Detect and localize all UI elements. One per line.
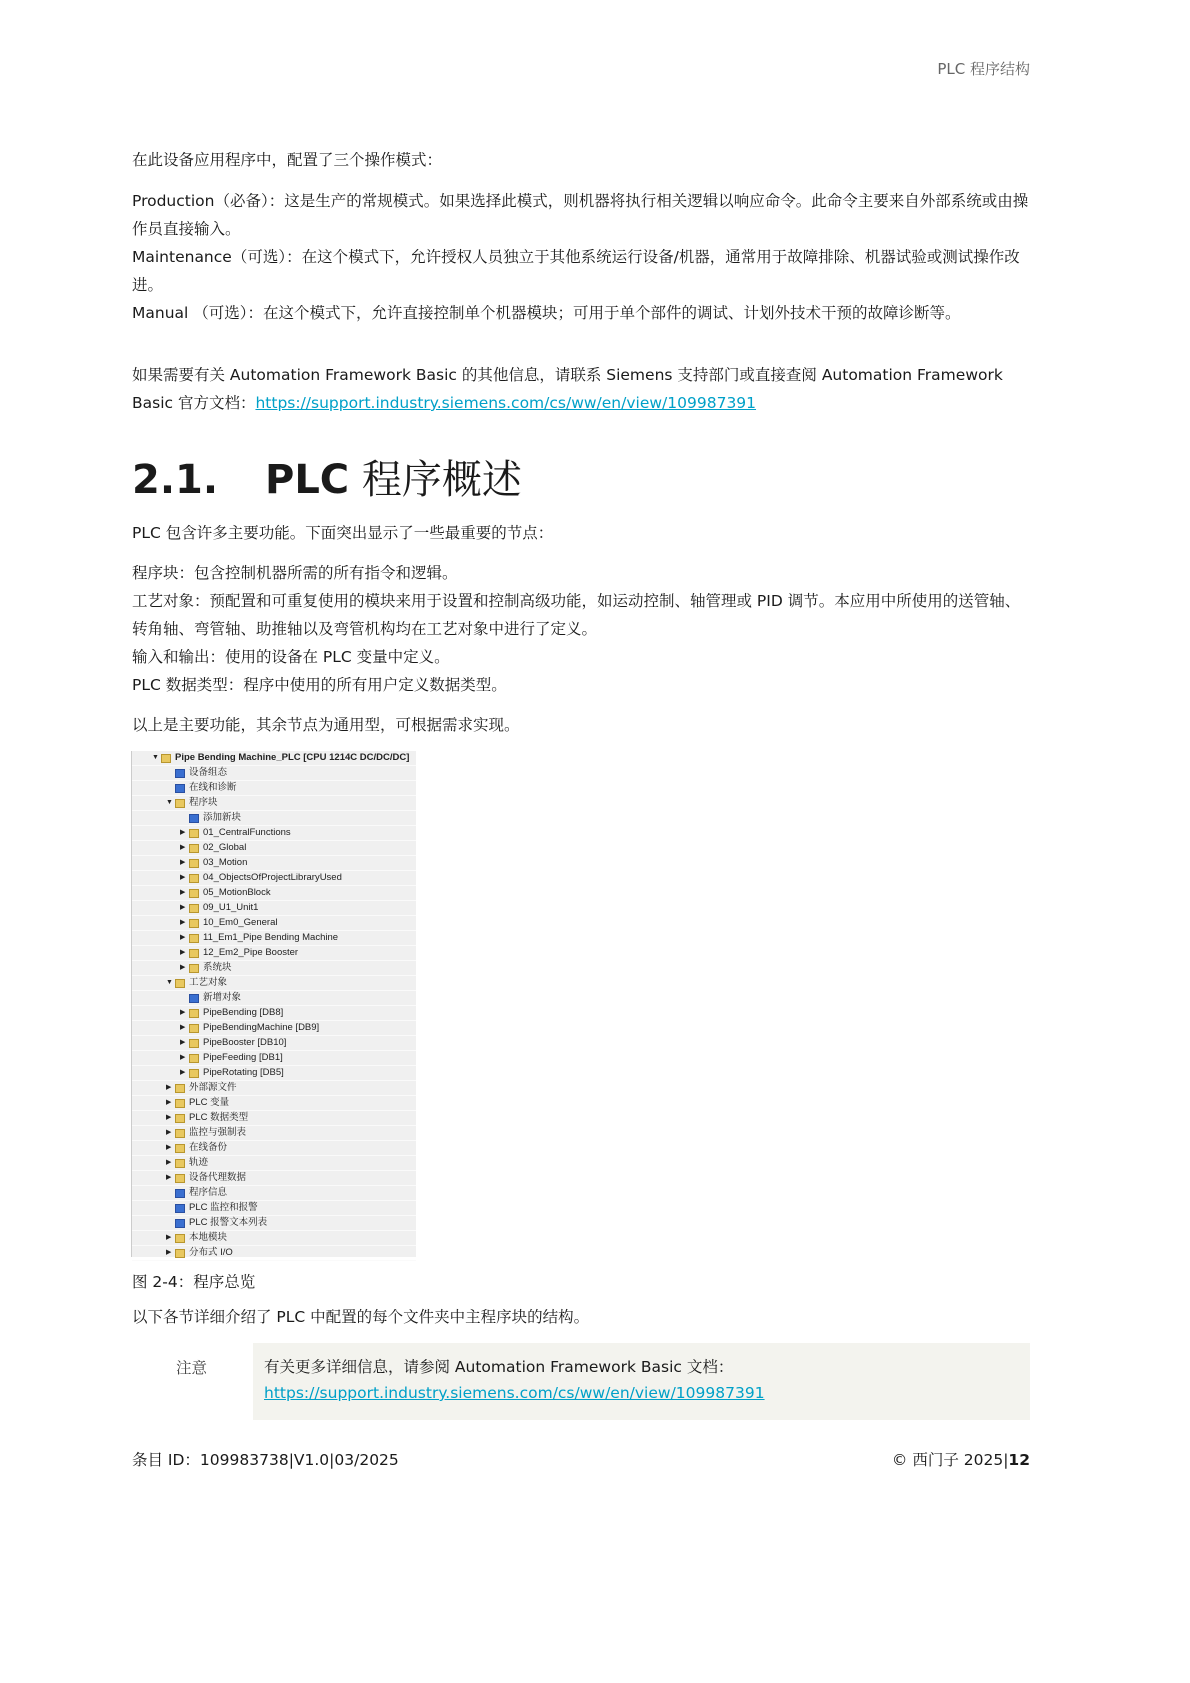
collapsed-arrow-icon[interactable]: ▶ bbox=[180, 844, 186, 851]
folder-icon bbox=[175, 1219, 185, 1228]
tree-item-label: PLC 监控和报警 bbox=[189, 1202, 258, 1213]
folder-icon bbox=[189, 859, 199, 868]
tree-item[interactable] bbox=[132, 841, 416, 856]
tree-item[interactable] bbox=[132, 1081, 416, 1096]
tree-item[interactable] bbox=[132, 1111, 416, 1126]
figure-caption: 图 2-4：程序总览 bbox=[132, 1273, 256, 1291]
folder-icon bbox=[189, 1069, 199, 1078]
folder-icon bbox=[189, 874, 199, 883]
tree-item-label: 程序信息 bbox=[189, 1187, 228, 1198]
collapsed-arrow-icon[interactable]: ▶ bbox=[166, 1174, 172, 1181]
collapsed-arrow-icon[interactable]: ▶ bbox=[166, 1249, 172, 1256]
folder-icon bbox=[189, 829, 199, 838]
folder-icon bbox=[189, 889, 199, 898]
tree-item-label: 02_Global bbox=[203, 842, 247, 853]
folder-icon bbox=[175, 1084, 185, 1093]
tree-item-label: PipeRotating [DB5] bbox=[203, 1067, 284, 1078]
feature-item: PLC 数据类型：程序中使用的所有用户定义数据类型。 bbox=[132, 676, 507, 694]
collapsed-arrow-icon[interactable]: ▶ bbox=[180, 1039, 186, 1046]
folder-icon bbox=[175, 769, 185, 778]
collapsed-arrow-icon[interactable]: ▶ bbox=[180, 1024, 186, 1031]
tree-item[interactable] bbox=[132, 781, 416, 796]
folder-icon bbox=[175, 1234, 185, 1243]
tree-item-label: 01_CentralFunctions bbox=[203, 827, 291, 838]
tree-item[interactable] bbox=[132, 766, 416, 781]
mode-production: Production（必备）：这是生产的常规模式。如果选择此模式，则机器将执行相关逻辑以响应命令。此命令主要来自外部系统或由操作员直接输入。 bbox=[132, 192, 1029, 238]
note-box bbox=[253, 1343, 1030, 1420]
tree-item-label: PipeBooster [DB10] bbox=[203, 1037, 287, 1048]
tree-item[interactable] bbox=[132, 1246, 416, 1261]
tree-item[interactable] bbox=[132, 1036, 416, 1051]
collapsed-arrow-icon[interactable]: ▶ bbox=[180, 829, 186, 836]
tree-item[interactable] bbox=[132, 751, 416, 766]
tree-item[interactable] bbox=[132, 1171, 416, 1186]
tree-item[interactable] bbox=[132, 961, 416, 976]
folder-icon bbox=[175, 1099, 185, 1108]
folder-icon bbox=[175, 1174, 185, 1183]
tree-item-label: 外部源文件 bbox=[189, 1082, 237, 1093]
folder-icon bbox=[189, 844, 199, 853]
tree-item-label: 添加新块 bbox=[203, 812, 242, 823]
tree-item[interactable] bbox=[132, 1126, 416, 1141]
folder-icon bbox=[189, 964, 199, 973]
tree-item-label: 系统块 bbox=[203, 962, 232, 973]
section-number: 2.1. bbox=[132, 457, 219, 503]
mode-manual: Manual （可选）：在这个模式下，允许直接控制单个机器模块；可用于单个部件的调试、计划外技术干预的故障诊断等。 bbox=[132, 304, 961, 322]
tree-item-label: 工艺对象 bbox=[189, 977, 228, 988]
collapsed-arrow-icon[interactable]: ▶ bbox=[180, 949, 186, 956]
section-title-plc: PLC bbox=[265, 457, 350, 503]
tree-item[interactable] bbox=[132, 946, 416, 961]
folder-icon bbox=[175, 1159, 185, 1168]
support-link[interactable]: https://support.industry.siemens.com/cs/ww/en/view/109987391 bbox=[255, 394, 757, 412]
folder-icon bbox=[189, 994, 199, 1003]
tree-item-label: PipeBendingMachine [DB9] bbox=[203, 1022, 320, 1033]
section-title: 程序概述 bbox=[349, 457, 522, 503]
tree-item[interactable] bbox=[132, 901, 416, 916]
feature-item: 输入和输出：使用的设备在 PLC 变量中定义。 bbox=[132, 648, 450, 666]
tree-item-label: 05_MotionBlock bbox=[203, 887, 271, 898]
tree-item[interactable] bbox=[132, 796, 416, 811]
folder-icon bbox=[175, 1129, 185, 1138]
folder-icon bbox=[189, 949, 199, 958]
page-number: 12 bbox=[1008, 1451, 1030, 1469]
note-text: 有关更多详细信息，请参阅 Automation Framework Basic 文档： bbox=[264, 1358, 734, 1376]
summary-text: 以上是主要功能，其余节点为通用型，可根据需求实现。 bbox=[132, 716, 520, 734]
tree-item-label: PLC 变量 bbox=[189, 1097, 230, 1108]
tree-item[interactable] bbox=[132, 1141, 416, 1156]
tree-item-label: 12_Em2_Pipe Booster bbox=[203, 947, 299, 958]
note-link[interactable]: https://support.industry.siemens.com/cs/ww/en/view/109987391 bbox=[264, 1384, 765, 1402]
collapsed-arrow-icon[interactable]: ▶ bbox=[166, 1234, 172, 1241]
tree-item[interactable] bbox=[132, 1201, 416, 1216]
collapsed-arrow-icon[interactable]: ▶ bbox=[166, 1144, 172, 1151]
tree-item-label: 在线和诊断 bbox=[189, 782, 237, 793]
tree-item[interactable] bbox=[132, 1006, 416, 1021]
tree-item-label: 轨迹 bbox=[189, 1157, 209, 1168]
folder-icon bbox=[161, 754, 171, 763]
collapsed-arrow-icon[interactable]: ▶ bbox=[180, 874, 186, 881]
folder-icon bbox=[189, 1054, 199, 1063]
tree-item[interactable] bbox=[132, 871, 416, 886]
footer-left: 条目 ID：109983738|V1.0|03/2025 bbox=[132, 1451, 399, 1469]
tree-item-label: 分布式 I/O bbox=[189, 1247, 233, 1258]
note-content bbox=[264, 1354, 765, 1406]
tree-item[interactable] bbox=[132, 886, 416, 901]
tree-item[interactable] bbox=[132, 1156, 416, 1171]
tree-item-label: 监控与强制表 bbox=[189, 1127, 247, 1138]
more-info bbox=[132, 361, 1032, 417]
tree-item-label: PLC 报警文本列表 bbox=[189, 1217, 268, 1228]
folder-icon bbox=[189, 934, 199, 943]
mode-maintenance: Maintenance（可选）：在这个模式下，允许授权人员独立于其他系统运行设备/机器，通常用于故障排除、机器试验或测试操作改进。 bbox=[132, 248, 1020, 294]
folder-icon bbox=[189, 1009, 199, 1018]
after-text: 以下各节详细介绍了 PLC 中配置的每个文件夹中主程序块的结构。 bbox=[132, 1308, 590, 1326]
tree-item-label: 11_Em1_Pipe Bending Machine bbox=[203, 932, 339, 943]
folder-icon bbox=[175, 799, 185, 808]
tree-item-label: 10_Em0_General bbox=[203, 917, 278, 928]
tree-item-label: 程序块 bbox=[189, 797, 218, 808]
collapsed-arrow-icon[interactable]: ▶ bbox=[180, 934, 186, 941]
collapsed-arrow-icon[interactable]: ▶ bbox=[180, 889, 186, 896]
folder-icon bbox=[175, 1114, 185, 1123]
feature-item: 程序块：包含控制机器所需的所有指令和逻辑。 bbox=[132, 564, 458, 582]
tree-item[interactable] bbox=[132, 811, 416, 826]
tree-item[interactable] bbox=[132, 1051, 416, 1066]
more-info-text: 如果需要有关 Automation Framework Basic 的其他信息，请联系 Siemens 支持部门或直接查阅 Automation Framework Basic 官方文档： bbox=[132, 366, 1003, 412]
project-tree-screenshot bbox=[131, 751, 416, 1257]
tree-item-label: 设备组态 bbox=[189, 767, 228, 778]
collapsed-arrow-icon[interactable]: ▶ bbox=[166, 1084, 172, 1091]
folder-icon bbox=[175, 784, 185, 793]
tree-item[interactable] bbox=[132, 1096, 416, 1111]
tree-item[interactable] bbox=[132, 1066, 416, 1081]
tree-item[interactable] bbox=[132, 1021, 416, 1036]
tree-item[interactable] bbox=[132, 916, 416, 931]
expanded-arrow-icon[interactable]: ▼ bbox=[166, 799, 173, 806]
tree-item-label: 设备代理数据 bbox=[189, 1172, 247, 1183]
collapsed-arrow-icon[interactable]: ▶ bbox=[180, 904, 186, 911]
tree-item[interactable] bbox=[132, 1186, 416, 1201]
tree-item[interactable] bbox=[132, 931, 416, 946]
modes-list bbox=[132, 187, 1032, 327]
tree-item-label: PipeFeeding [DB1] bbox=[203, 1052, 283, 1063]
collapsed-arrow-icon[interactable]: ▶ bbox=[166, 1159, 172, 1166]
folder-icon bbox=[189, 814, 199, 823]
tree-item[interactable] bbox=[132, 976, 416, 991]
expanded-arrow-icon[interactable]: ▼ bbox=[152, 754, 159, 761]
intro-text: 在此设备应用程序中，配置了三个操作模式： bbox=[132, 151, 443, 169]
tree-item-label: 04_ObjectsOfProjectLibraryUsed bbox=[203, 872, 342, 883]
tree-item-label: PipeBending [DB8] bbox=[203, 1007, 284, 1018]
folder-icon bbox=[175, 1249, 185, 1258]
collapsed-arrow-icon[interactable]: ▶ bbox=[166, 1099, 172, 1106]
folder-icon bbox=[189, 919, 199, 928]
folder-icon bbox=[175, 1204, 185, 1213]
tree-item[interactable] bbox=[132, 991, 416, 1006]
folder-icon bbox=[189, 1024, 199, 1033]
features-list bbox=[132, 559, 1032, 699]
collapsed-arrow-icon[interactable]: ▶ bbox=[180, 1069, 186, 1076]
section-heading bbox=[132, 448, 522, 505]
collapsed-arrow-icon[interactable]: ▶ bbox=[180, 859, 186, 866]
tree-item[interactable] bbox=[132, 1216, 416, 1231]
tree-item-label: 在线备份 bbox=[189, 1142, 228, 1153]
tree-item-label: Pipe Bending Machine_PLC [CPU 1214C DC/DC/DC] bbox=[175, 752, 410, 763]
tree-item-label: 新增对象 bbox=[203, 992, 242, 1003]
collapsed-arrow-icon[interactable]: ▶ bbox=[166, 1129, 172, 1136]
folder-icon bbox=[175, 979, 185, 988]
collapsed-arrow-icon[interactable]: ▶ bbox=[180, 1054, 186, 1061]
copyright: © 西门子 2025| bbox=[891, 1451, 1009, 1469]
tree-item[interactable] bbox=[132, 856, 416, 871]
tree-item[interactable] bbox=[132, 1231, 416, 1246]
tree-item-label: 03_Motion bbox=[203, 857, 248, 868]
section-intro: PLC 包含许多主要功能。下面突出显示了一些最重要的节点： bbox=[132, 524, 554, 542]
collapsed-arrow-icon[interactable]: ▶ bbox=[180, 1009, 186, 1016]
tree-item[interactable] bbox=[132, 826, 416, 841]
collapsed-arrow-icon[interactable]: ▶ bbox=[180, 964, 186, 971]
tree-item-label: 本地模块 bbox=[189, 1232, 228, 1243]
tree-item-label: PLC 数据类型 bbox=[189, 1112, 249, 1123]
folder-icon bbox=[175, 1144, 185, 1153]
tree-item-label: 09_U1_Unit1 bbox=[203, 902, 259, 913]
collapsed-arrow-icon[interactable]: ▶ bbox=[166, 1114, 172, 1121]
footer-right bbox=[892, 1448, 1030, 1470]
feature-item: 工艺对象：预配置和可重复使用的模块来用于设置和控制高级功能，如运动控制、轴管理或 PID 调节。本应用中所使用的送管轴、转角轴、弯管轴、助推轴以及弯管机构均在工艺对象中进行了定义。 bbox=[132, 592, 1021, 638]
note-label: 注意 bbox=[176, 1359, 208, 1377]
folder-icon bbox=[189, 904, 199, 913]
folder-icon bbox=[175, 1189, 185, 1198]
expanded-arrow-icon[interactable]: ▼ bbox=[166, 979, 173, 986]
running-header: PLC 程序结构 bbox=[937, 60, 1030, 78]
collapsed-arrow-icon[interactable]: ▶ bbox=[180, 919, 186, 926]
folder-icon bbox=[189, 1039, 199, 1048]
